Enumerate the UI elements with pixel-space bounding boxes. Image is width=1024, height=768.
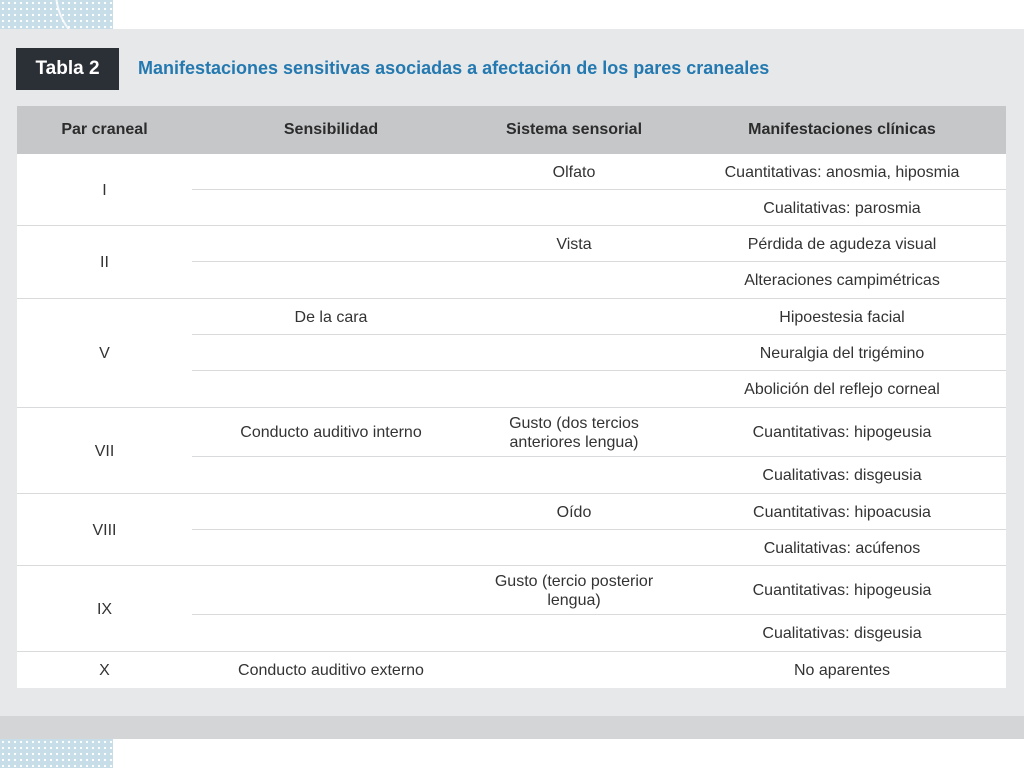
footer-band <box>0 716 1024 739</box>
sistema-sensorial-cell <box>484 299 664 335</box>
sensibilidad-cell: Conducto auditivo externo <box>238 661 424 679</box>
manifestacion-cell: Cuantitativas: hipogeusia <box>752 424 932 441</box>
manifestacion-cell: Cuantitativas: hipogeusia <box>752 582 932 599</box>
manifestacion-cell: Cualitativas: disgeusia <box>762 467 922 484</box>
table-title: Manifestaciones sensitivas asociadas a afectación de los pares craneales <box>138 58 770 78</box>
par-craneal-cell: II <box>100 253 109 271</box>
par-craneal-cell: VIII <box>92 521 117 539</box>
sistema-sensorial-cell: Oído <box>556 503 592 521</box>
manifestacion-cell: Alteraciones campimétricas <box>744 271 940 289</box>
par-craneal-cell: IX <box>96 600 113 618</box>
table-tag: Tabla 2 <box>16 48 119 90</box>
manifestacion-cell: Cuantitativas: anosmia, hiposmia <box>724 163 960 181</box>
par-craneal-cell: I <box>102 181 107 199</box>
corner-pattern-top <box>0 0 113 29</box>
sistema-sensorial-cell: Gusto (dos tercios anteriores lengua) <box>509 414 639 451</box>
sistema-sensorial-cell: Vista <box>556 235 592 253</box>
manifestacion-cell: Neuralgia del trigémino <box>759 344 925 362</box>
sensibilidad-cell <box>192 566 470 615</box>
manifestacion-cell: Cualitativas: acúfenos <box>763 539 921 557</box>
corner-pattern-bottom <box>0 739 113 768</box>
data-table <box>17 106 1006 688</box>
header-sensibilidad: Sensibilidad <box>283 121 379 138</box>
manifestacion-cell: Cualitativas: disgeusia <box>762 625 922 642</box>
manifestacion-cell: Abolición del reflejo corneal <box>744 381 940 398</box>
sensibilidad-cell: Conducto auditivo interno <box>240 424 422 441</box>
sistema-sensorial-cell: Gusto (tercio posterior lengua) <box>494 572 654 609</box>
par-craneal-cell: V <box>99 345 110 362</box>
manifestacion-cell: Hipoestesia facial <box>779 308 905 326</box>
sensibilidad-cell <box>192 494 470 530</box>
manifestacion-cell: No aparentes <box>793 661 891 679</box>
sensibilidad-cell <box>192 226 470 262</box>
par-craneal-cell: VII <box>94 442 115 460</box>
table-header <box>17 106 1006 154</box>
manifestacion-cell: Pérdida de agudeza visual <box>747 235 937 253</box>
header-par-craneal: Par craneal <box>61 121 148 138</box>
sistema-sensorial-cell <box>484 652 664 688</box>
sensibilidad-cell <box>192 154 470 190</box>
sensibilidad-cell: De la cara <box>294 308 368 326</box>
par-craneal-cell: X <box>99 661 110 679</box>
header-manifestaciones: Manifestaciones clínicas <box>748 121 936 138</box>
header-sistema-sensorial: Sistema sensorial <box>505 121 643 138</box>
sistema-sensorial-cell: Olfato <box>552 163 596 181</box>
manifestacion-cell: Cualitativas: parosmia <box>763 199 921 217</box>
manifestacion-cell: Cuantitativas: hipoacusia <box>753 503 931 521</box>
